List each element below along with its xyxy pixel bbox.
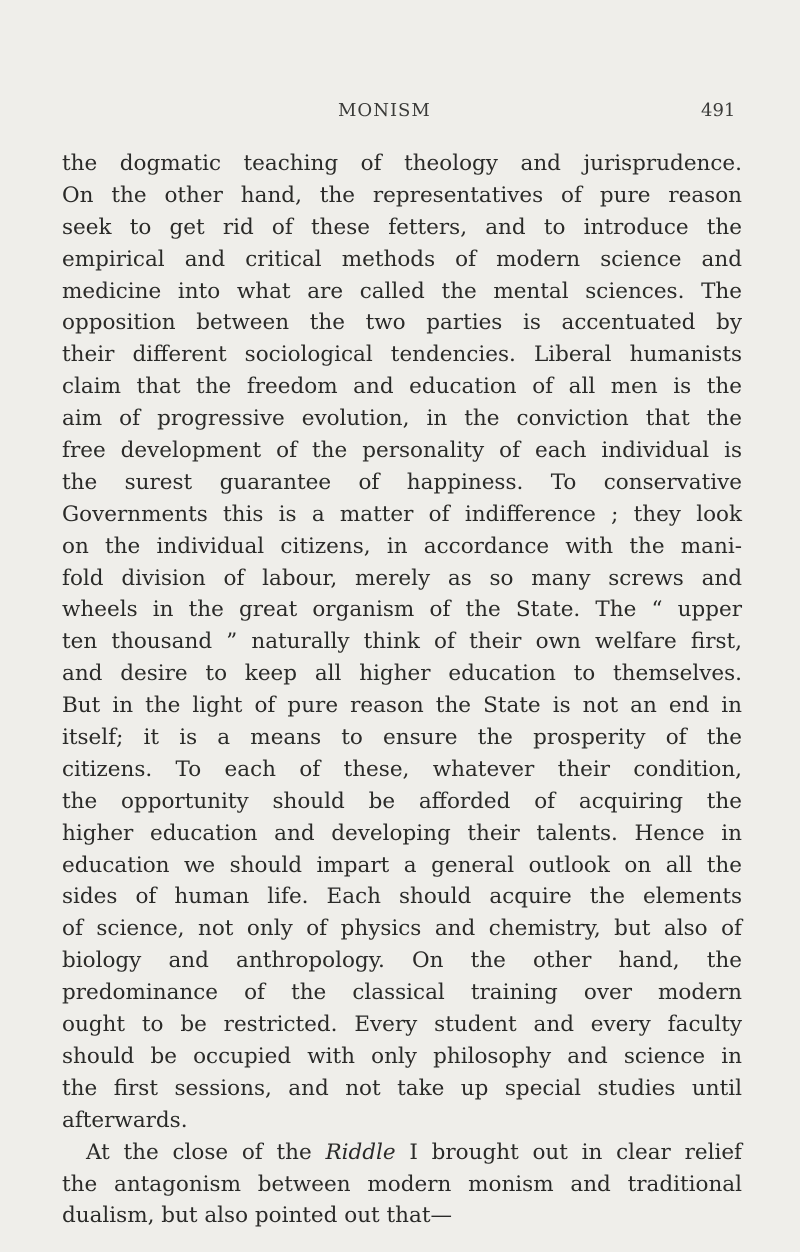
text-line: ought to be restricted. Every student and every faculty (62, 1012, 742, 1038)
text-line: sides of human life. Each should acquire the elements (62, 884, 742, 910)
text-line: empirical and critical methods of modern science and (62, 246, 742, 272)
text-line: ten thousand ” naturally think of their own welfare first, (62, 629, 742, 655)
text-line: opposition between the two parties is accentuated by (62, 310, 742, 336)
text-line: seek to get rid of these fetters, and to introduce the (62, 214, 742, 240)
text-line: should be occupied with only philosophy and science in (62, 1043, 742, 1069)
text-line: fold division of labour, merely as so many screws and (62, 565, 742, 591)
text-line: medicine into what are called the mental sciences. The (62, 278, 742, 304)
text-line: the dogmatic teaching of theology and jurisprudence. (62, 151, 742, 176)
text-run: I brought out in clear relief (395, 1139, 743, 1165)
text-line: the antagonism between modern monism and traditional (62, 1171, 742, 1197)
text-line: claim that the freedom and education of all men is the (62, 374, 742, 400)
text-line: Governments this is a matter of indifference ; they look (62, 501, 742, 527)
text-run: At the close of the (86, 1139, 326, 1165)
text-line: dualism, but also pointed out that— (62, 1203, 452, 1229)
page-header (0, 100, 800, 126)
text-line: higher education and developing their talents. Hence in (62, 820, 742, 846)
book-title-riddle: Riddle (325, 1139, 396, 1165)
text-line: the surest guarantee of happiness. To conservative (62, 469, 742, 495)
text-line: aim of progressive evolution, in the conviction that the (62, 406, 742, 432)
text-line: of science, not only of physics and chemistry, but also of (62, 916, 742, 942)
text-line (62, 1137, 742, 1169)
text-line: But in the light of pure reason the State is not an end in (62, 693, 742, 719)
text-line: the first sessions, and not take up special studies until (62, 1075, 742, 1101)
running-head: MONISM (338, 100, 431, 121)
text-line: On the other hand, the representatives of pure reason (62, 182, 742, 208)
paragraph-1 (62, 148, 742, 1137)
paragraph-2 (62, 1137, 742, 1233)
text-line: afterwards. (62, 1107, 188, 1133)
text-line: the opportunity should be afforded of acquiring the (62, 788, 742, 814)
text-line: education we should impart a general outlook on all the (62, 852, 742, 878)
text-line: on the individual citizens, in accordance with the mani- (62, 533, 742, 559)
text-line: predominance of the classical training over modern (62, 980, 742, 1006)
text-line: itself; it is a means to ensure the prosperity of the (62, 725, 742, 751)
text-line: biology and anthropology. On the other hand, the (62, 948, 742, 974)
text-line: and desire to keep all higher education to themselves. (62, 661, 742, 687)
body-text (62, 148, 742, 1232)
page-number: 491 (701, 100, 736, 121)
text-line: their different sociological tendencies. Liberal humanists (62, 342, 742, 368)
text-line: wheels in the great organism of the State. The “ upper (62, 597, 742, 623)
text-line: free development of the personality of each individual is (62, 438, 742, 464)
text-line: citizens. To each of these, whatever their condition, (62, 756, 742, 782)
